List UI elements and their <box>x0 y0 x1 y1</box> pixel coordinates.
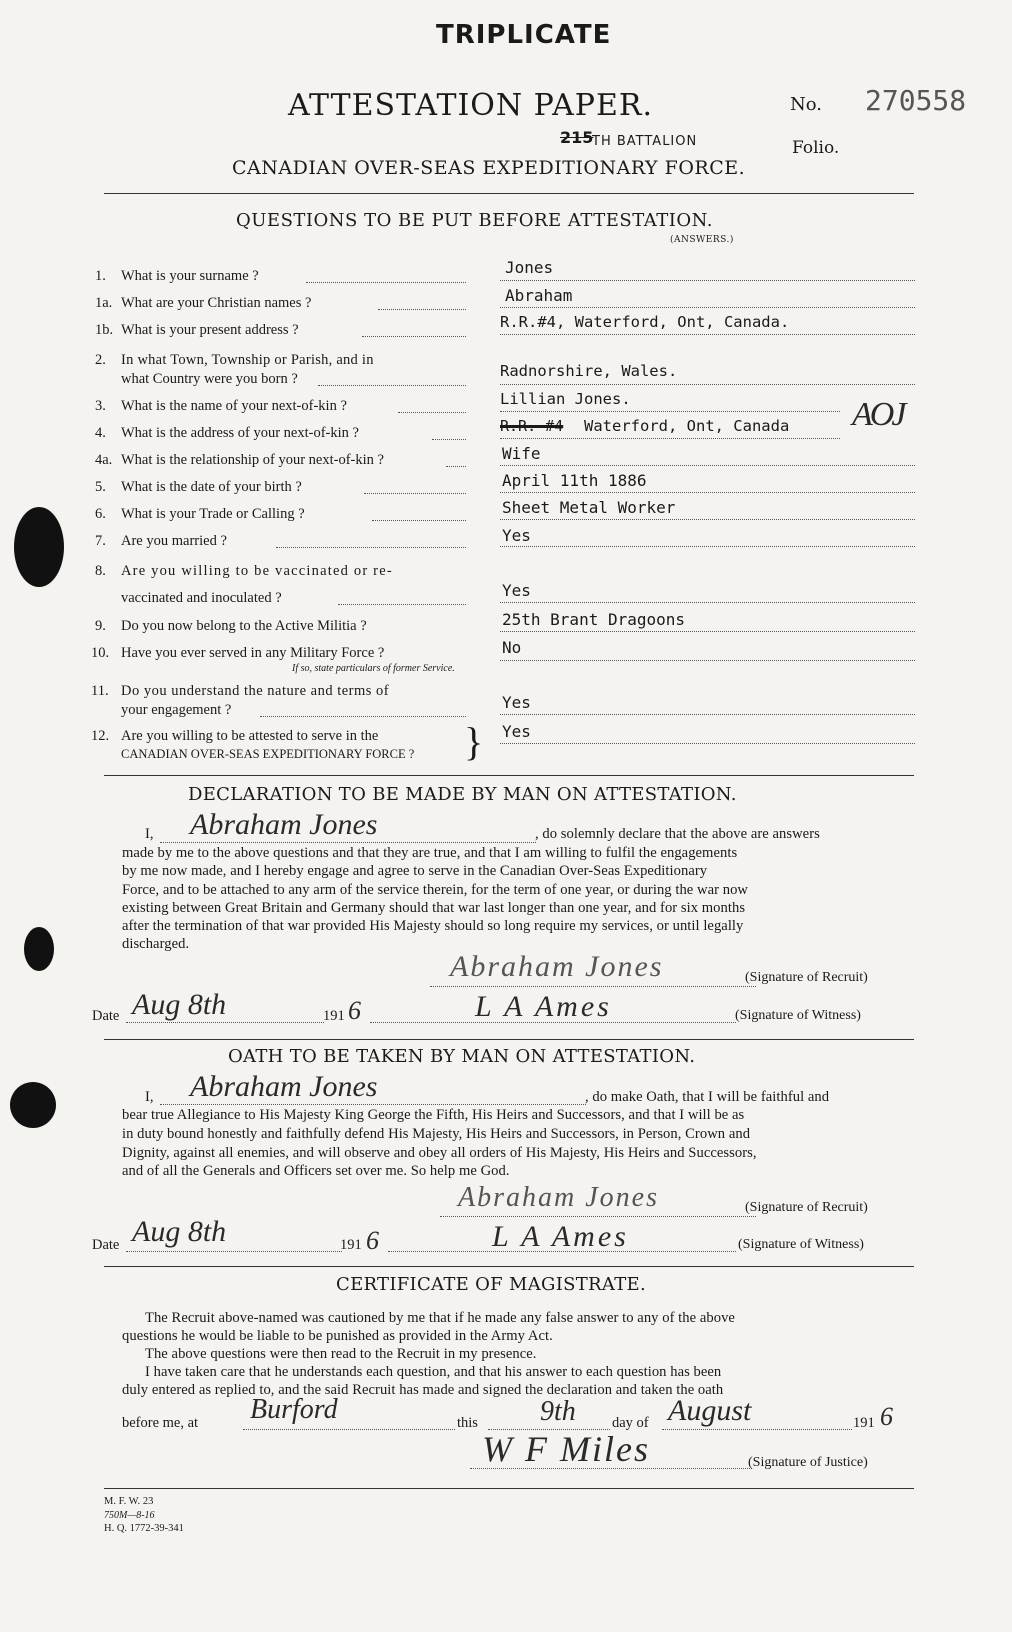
question-text-continued: what Country were you born ? <box>121 371 298 387</box>
question-text: What is your Trade or Calling ? <box>121 506 305 522</box>
question-leader <box>378 309 466 310</box>
month-line <box>662 1429 852 1430</box>
question-number: 12. <box>91 728 110 744</box>
answer-vaccinated: Yes <box>502 581 531 600</box>
answer-line <box>500 519 915 520</box>
answer-birthplace: Radnorshire, Wales. <box>500 362 678 380</box>
answer-married: Yes <box>502 526 531 545</box>
answer-willing-to-serve: Yes <box>502 722 531 741</box>
page-title: ATTESTATION PAPER. <box>288 88 653 123</box>
question-note: If so, state particulars of former Service. <box>292 663 455 674</box>
section-rule <box>104 1039 914 1040</box>
section-rule <box>104 1266 914 1267</box>
form-hq-number: H. Q. 1772-39-341 <box>104 1523 184 1534</box>
oath-date: Aug 8th <box>132 1215 227 1248</box>
answer-line <box>500 492 915 493</box>
question-leader <box>446 466 466 467</box>
question-text: Do you understand the nature and terms of <box>121 683 390 699</box>
question-leader <box>398 412 466 413</box>
question-text: What is your present address ? <box>121 322 299 338</box>
answer-line <box>500 438 840 439</box>
magistrate-line: The above questions were then read to the Recruit in my presence. <box>145 1346 537 1362</box>
question-text-continued: vaccinated and inoculated ? <box>121 590 282 606</box>
declaration-line: discharged. <box>122 936 190 952</box>
declaration-witness-signature: L A Ames <box>475 990 612 1023</box>
oath-recruit-signature: Abraham Jones <box>458 1182 659 1213</box>
question-text: What is the name of your next-of-kin ? <box>121 398 347 414</box>
justice-label: (Signature of Justice) <box>748 1455 868 1470</box>
declaration-name: Abraham Jones <box>190 808 378 841</box>
punch-hole-low <box>10 1082 56 1128</box>
answer-militia: 25th Brant Dragoons <box>502 610 686 629</box>
section-rule <box>104 775 914 776</box>
form-print-run: 750M—8-16 <box>104 1510 155 1521</box>
magistrate-before-label: before me, at <box>122 1415 199 1431</box>
name-line <box>160 842 536 843</box>
question-text-continued: your engagement ? <box>121 702 232 718</box>
regimental-no-label: No. <box>790 94 822 115</box>
question-number: 1. <box>95 268 106 284</box>
answer-present-address: R.R.#4, Waterford, Ont, Canada. <box>500 313 790 331</box>
handwritten-initials: AOJ <box>852 396 904 433</box>
declaration-date: Aug 8th <box>132 988 227 1021</box>
declaration-line: Force, and to be attached to any arm of the service therein, for the term of one year, or during the war now <box>122 882 749 898</box>
question-leader <box>338 604 466 605</box>
question-text: Are you married ? <box>121 533 227 549</box>
answer-line <box>500 714 915 715</box>
oath-line: and of all the Generals and Officers set over me. So help me God. <box>122 1163 510 1179</box>
answer-line <box>500 334 915 335</box>
regimental-number: 270558 <box>865 84 967 117</box>
magistrate-this-label: this <box>457 1415 478 1431</box>
answer-line <box>500 743 915 744</box>
answer-line <box>500 384 915 385</box>
signature-line <box>370 1022 736 1023</box>
question-text: What is your surname ? <box>121 268 259 284</box>
punch-hole-mid <box>24 927 54 971</box>
question-number: 8. <box>95 563 106 579</box>
punch-hole-top <box>14 507 64 587</box>
declaration-line: made by me to the above questions and that they are true, and that I am willing to fulfil the engagements <box>122 845 738 861</box>
declaration-recruit-signature: Abraham Jones <box>450 950 664 983</box>
oath-line: Dignity, against all enemies, and will observe and obey all orders of His Majesty, His Heirs and Successors, <box>122 1145 757 1161</box>
folio-label: Folio. <box>792 138 840 158</box>
question-leader <box>362 336 466 337</box>
answer-line <box>500 602 915 603</box>
oath-name: Abraham Jones <box>190 1070 378 1103</box>
question-leader <box>260 716 466 717</box>
magistrate-heading: CERTIFICATE OF MAGISTRATE. <box>336 1274 646 1295</box>
answer-military-service: No <box>502 638 522 657</box>
declaration-year-prefix: 191 <box>323 1008 345 1024</box>
questions-heading: QUESTIONS TO BE PUT BEFORE ATTESTATION. <box>236 210 713 231</box>
signature-line <box>430 986 756 987</box>
signature-line <box>470 1468 752 1469</box>
magistrate-line: questions he would be liable to be punished as provided in the Army Act. <box>122 1328 553 1344</box>
magistrate-line: I have taken care that he understands each question, and that his answer to each question has been <box>145 1364 722 1380</box>
declaration-year-suffix: 6 <box>348 996 361 1025</box>
question-number: 5. <box>95 479 106 495</box>
declaration-heading: DECLARATION TO BE MADE BY MAN ON ATTESTATION. <box>188 784 737 805</box>
question-number: 4. <box>95 425 106 441</box>
oath-date-label: Date <box>92 1237 120 1253</box>
magistrate-day: 9th <box>540 1396 576 1427</box>
answer-surname: Jones <box>505 258 554 277</box>
answer-understand-terms: Yes <box>502 693 531 712</box>
answer-birth-date: April 11th 1886 <box>502 471 647 490</box>
magistrate-line: The Recruit above-named was cautioned by me that if he made any false answer to any of the above <box>145 1310 735 1326</box>
question-text: What is the date of your birth ? <box>121 479 302 495</box>
question-leader <box>318 385 466 386</box>
answer-kin-address: Waterford, Ont, Canada <box>584 417 790 435</box>
oath-witness-signature: L A Ames <box>492 1220 629 1253</box>
question-text: Are you willing to be attested to serve in the <box>121 728 379 744</box>
oath-line: in duty bound honestly and faithfully defend His Majesty, His Heirs and Successors, in Person, Crown and <box>122 1126 751 1142</box>
magistrate-year-suffix: 6 <box>880 1402 893 1431</box>
form-code: M. F. W. 23 <box>104 1496 154 1507</box>
answer-line <box>500 280 915 281</box>
answer-kin-relationship: Wife <box>502 444 541 463</box>
magistrate-dayof-label: day of <box>612 1415 649 1431</box>
footer-rule <box>104 1488 914 1489</box>
question-text: What is the address of your next-of-kin ? <box>121 425 359 441</box>
question-text: What are your Christian names ? <box>121 295 312 311</box>
declaration-text-first: , do solemnly declare that the above are answers <box>535 826 820 842</box>
oath-year-prefix: 191 <box>340 1237 362 1253</box>
signature-line <box>440 1216 756 1217</box>
question-number: 1b. <box>95 322 114 338</box>
question-text: Are you willing to be vaccinated or re- <box>121 563 393 579</box>
magistrate-month: August <box>668 1394 752 1427</box>
answer-kin-address-struck: R.R. #4 <box>500 417 564 435</box>
signature-line <box>388 1251 736 1252</box>
declaration-witness-label: (Signature of Witness) <box>735 1008 861 1023</box>
question-text: In what Town, Township or Parish, and in <box>121 352 374 368</box>
answer-line <box>500 411 840 412</box>
magistrate-place: Burford <box>250 1394 338 1425</box>
question-number: 6. <box>95 506 106 522</box>
question-leader <box>372 520 466 521</box>
question-number: 2. <box>95 352 106 368</box>
justice-signature: W F Miles <box>482 1429 650 1469</box>
question-number: 3. <box>95 398 106 414</box>
answer-line <box>500 546 915 547</box>
answer-trade: Sheet Metal Worker <box>502 498 676 517</box>
oath-lead: I, <box>145 1089 154 1105</box>
battalion-number: 215 <box>560 128 594 147</box>
place-line <box>243 1429 455 1430</box>
answer-christian-names: Abraham <box>505 286 573 305</box>
header-rule <box>104 193 914 194</box>
question-number: 9. <box>95 618 106 634</box>
question-number: 1a. <box>95 295 113 311</box>
battalion-label: TH BATTALION <box>592 134 698 149</box>
answer-line <box>500 465 915 466</box>
force-title: CANADIAN OVER-SEAS EXPEDITIONARY FORCE. <box>232 157 746 179</box>
answer-line <box>500 631 915 632</box>
magistrate-line: duly entered as replied to, and the said Recruit has made and signed the declaration and taken the oath <box>122 1382 724 1398</box>
question-text: Do you now belong to the Active Militia ? <box>121 618 367 634</box>
answers-label: (ANSWERS.) <box>670 235 734 245</box>
declaration-date-label: Date <box>92 1008 120 1024</box>
question-leader <box>364 493 466 494</box>
name-line <box>160 1104 586 1105</box>
question-text: Have you ever served in any Military Force ? <box>121 645 385 661</box>
answer-next-of-kin: Lillian Jones. <box>500 390 631 408</box>
oath-text-first: , do make Oath, that I will be faithful and <box>585 1089 830 1105</box>
date-line <box>126 1251 342 1252</box>
answer-line <box>500 307 915 308</box>
question-number: 4a. <box>95 452 113 468</box>
magistrate-year-prefix: 191 <box>853 1415 875 1431</box>
question-number: 7. <box>95 533 106 549</box>
declaration-line: existing between Great Britain and Germany should that war last longer than one year, and for six months <box>122 900 746 916</box>
question-number: 11. <box>91 683 109 699</box>
question-leader <box>276 547 466 548</box>
question-text-continued: CANADIAN OVER-SEAS EXPEDITIONARY FORCE ? <box>121 747 415 761</box>
question-number: 10. <box>91 645 110 661</box>
oath-recruit-label: (Signature of Recruit) <box>745 1200 868 1215</box>
copy-type-label: TRIPLICATE <box>436 20 612 50</box>
declaration-line: by me now made, and I hereby engage and agree to serve in the Canadian Over-Seas Expeditionary <box>122 863 708 879</box>
answer-line <box>500 660 915 661</box>
brace-icon: } <box>464 719 484 764</box>
declaration-lead: I, <box>145 826 154 842</box>
date-line <box>126 1022 324 1023</box>
oath-heading: OATH TO BE TAKEN BY MAN ON ATTESTATION. <box>228 1046 696 1067</box>
oath-year-suffix: 6 <box>366 1226 379 1255</box>
question-text: What is the relationship of your next-of-kin ? <box>121 452 384 468</box>
oath-witness-label: (Signature of Witness) <box>738 1237 864 1252</box>
question-leader <box>306 282 466 283</box>
question-leader <box>432 439 466 440</box>
declaration-line: after the termination of that war provided His Majesty should so long require my services, or until legally <box>122 918 744 934</box>
oath-line: bear true Allegiance to His Majesty King George the Fifth, His Heirs and Successors, and that I will be as <box>122 1107 745 1123</box>
declaration-recruit-label: (Signature of Recruit) <box>745 970 868 985</box>
